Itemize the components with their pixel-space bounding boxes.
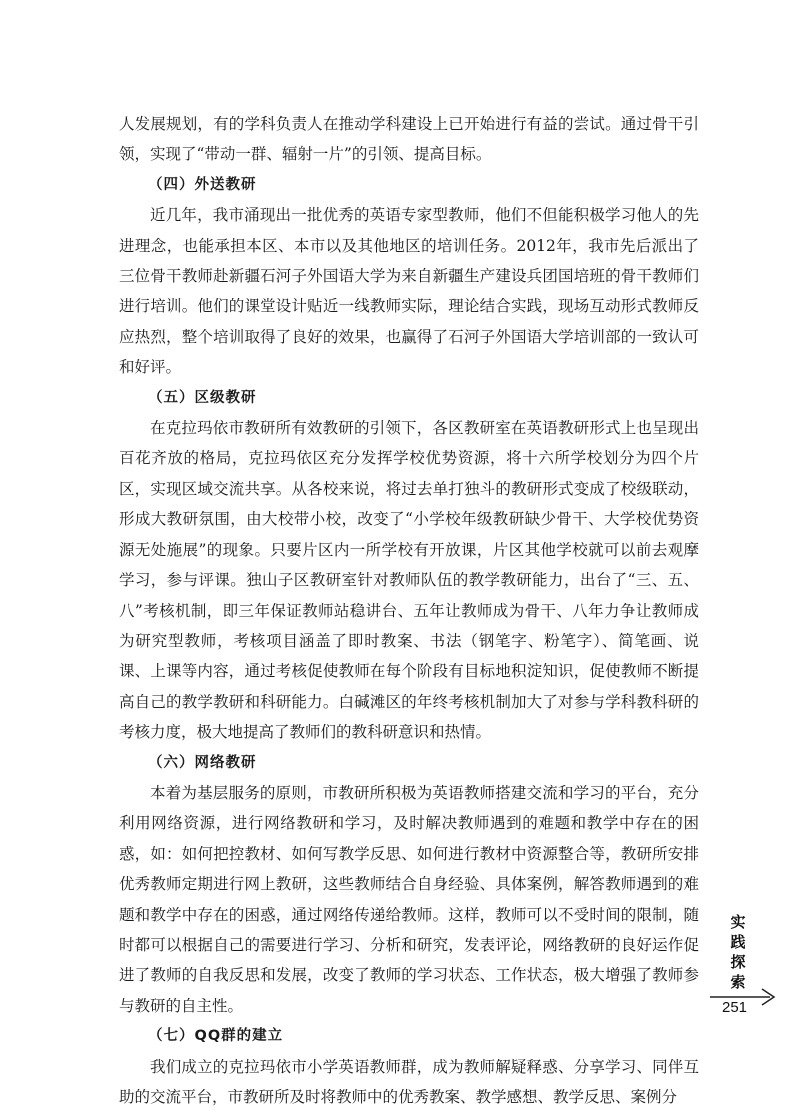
side-tab-char: 探 [730,953,746,971]
section-heading-4: （四）外送教研 [148,176,257,193]
page-number: 251 [722,999,748,1016]
paragraph-external-research: 近几年，我市涌现出一批优秀的英语专家型教师，他们不但能积极学习他人的先进理念，也能承担本区、本市以及其他地区的培训任务。2012年，我市先后派出了三位骨干教师赴新疆石河子外国语大学为来自新疆生产建设兵团国培班的骨干教师们进行培训。他们的课堂设计贴近一线教师实际，理论结合实践，现场互动形式教师反应热烈，整个培训取得了良好的效果，也赢得了石河子外国语大学培训部的一致认可和好评。 [119,206,699,377]
body-text [119,109,699,1112]
side-tab-char: 索 [730,973,746,991]
page-number-marker [710,985,790,1025]
side-tab-char: 践 [730,933,746,951]
paragraph-online-research: 本着为基层服务的原则，市教研所积极为英语教师搭建交流和学习的平台，充分利用网络资源，进行网络教研和学习，及时解决教师遇到的难题和教学中存在的困惑，如：如何把控教材、如何写教学反思、如何进行教材中资源整合等，教研所安排优秀教师定期进行网上教研，这些教师结合自身经验、具体案例，解答教师遇到的难题和教学中存在的困惑，通过网络传递给教师。这样，教师可以不受时间的限制，随时都可以根据自己的需要进行学习、分析和研究，发表评论，网络教研的良好运作促进了教师的自我反思和发展，改变了教师的学习状态、工作状态，极大增强了教师参与教研的自主性。 [119,783,699,1015]
section-heading-5: （五）区级教研 [148,389,257,406]
paragraph-continued: 人发展规划，有的学科负责人在推动学科建设上已开始进行有益的尝试。通过骨干引领，实现了“带动一群、辐射一片”的引领、提高目标。 [119,115,699,164]
section-side-tab [725,912,751,992]
section-heading-7: （七）QQ群的建立 [148,1028,284,1045]
paragraph-qq-group: 我们成立的克拉玛依市小学英语教师群，成为教师解疑释惑、分享学习、同伴互助的交流平台，市教研所及时将教师中的优秀教案、教学感想、教学反思、案例分 [119,1057,699,1106]
paragraph-district-research: 在克拉玛依市教研所有效教研的引领下，各区教研室在英语教研形式上也呈现出百花齐放的格局，克拉玛依区充分发挥学校优势资源，将十六所学校划分为四个片区，实现区域交流共享。从各校来说，将过去单打独斗的教研形式变成了校级联动，形成大教研氛围，由大校带小校，改变了“小学校年级教研缺少骨干、大学校优势资源无处施展”的现象。只要片区内一所学校有开放课，片区其他学校就可以前去观摩学习，参与评课。独山子区教研室针对教师队伍的教学教研能力，出台了“三、五、八”考核机制，即三年保证教师站稳讲台、五年让教师成为骨干、八年力争让教师成为研究型教师，考核项目涵盖了即时教案、书法（钢笔字、粉笔字）、简笔画、说课、上课等内容，通过考核促使教师在每个阶段有目标地积淀知识，促使教师不断提高自己的教学教研和科研能力。白碱滩区的年终考核机制加大了对参与学科教科研的考核力度，极大地提高了教师们的教科研意识和热情。 [119,419,699,742]
section-heading-6: （六）网络教研 [148,754,257,771]
side-tab-char: 实 [730,913,746,931]
